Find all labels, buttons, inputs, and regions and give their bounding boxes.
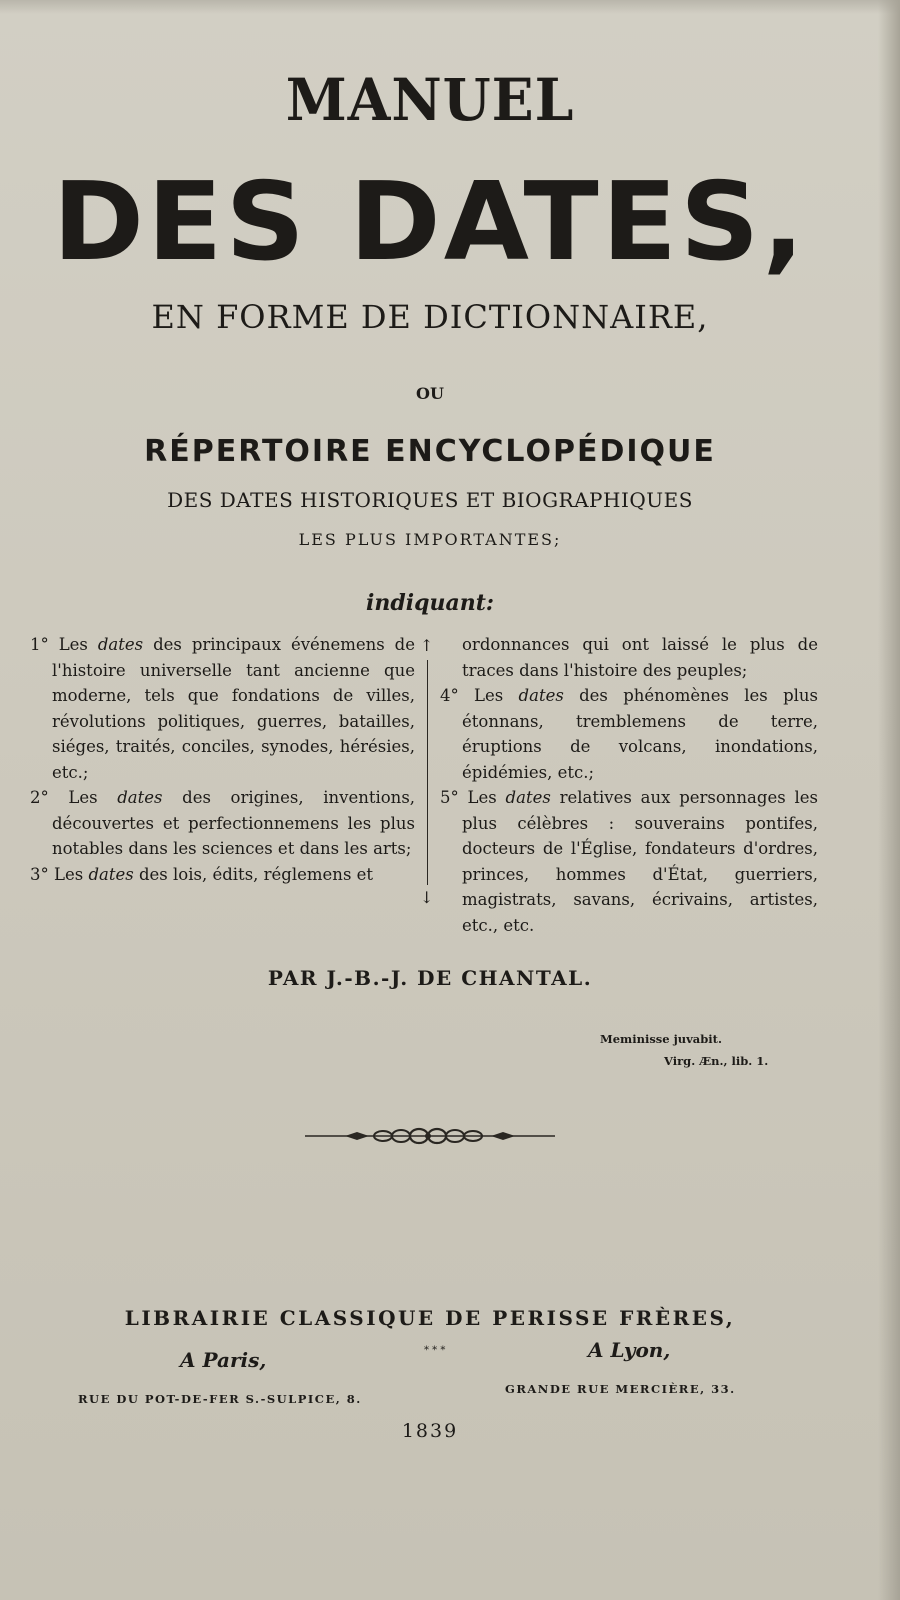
contents-right-column bbox=[440, 632, 818, 938]
title-des-dates: DES DATES, bbox=[52, 160, 808, 285]
author-line: PAR J.-B.-J. DE CHANTAL. bbox=[267, 966, 593, 990]
subtitle-ou: OU bbox=[416, 384, 444, 403]
contents-item-3: 3° Les dates des lois, édits, réglemens et bbox=[30, 864, 374, 884]
subtitle-plus-importantes: LES PLUS IMPORTANTES; bbox=[298, 530, 562, 549]
contents-item-4: 4° Les dates des phénomènes les plus étonnans, tremblemens de terre, éruptions de volcans, inondations, épidémies, etc.; bbox=[440, 686, 818, 782]
contents-item-3-continued: ordonnances qui ont laissé le plus de traces dans l'histoire des peuples; bbox=[462, 635, 818, 680]
epigraph-source: Virg. Æn., lib. 1. bbox=[664, 1054, 769, 1068]
page-top-edge bbox=[0, 0, 900, 14]
contents-left-column bbox=[30, 632, 415, 887]
publisher-name: LIBRAIRIE CLASSIQUE DE PERISSE FRÈRES, bbox=[124, 1306, 736, 1330]
title-manuel: MANUEL bbox=[285, 66, 575, 134]
arrow-down-icon: ↓ bbox=[420, 888, 434, 907]
publisher-address-paris: RUE DU POT-DE-FER S.-SULPICE, 8. bbox=[78, 1392, 362, 1406]
subtitle-dates-historiques: DES DATES HISTORIQUES ET BIOGRAPHIQUES bbox=[167, 488, 693, 512]
epigraph bbox=[600, 1028, 768, 1072]
subtitle-forme: EN FORME DE DICTIONNAIRE, bbox=[151, 298, 709, 336]
publisher-city-lyon: A Lyon, bbox=[588, 1338, 671, 1362]
scroll-ornament-icon bbox=[305, 1124, 555, 1148]
page-right-edge bbox=[878, 0, 900, 1600]
contents-item-2: 2° Les dates des origines, inventions, découvertes et perfectionnemens les plus notables dans les sciences et dans les arts; bbox=[30, 788, 416, 858]
arrow-up-icon: ↑ bbox=[420, 636, 434, 655]
epigraph-quote: Meminisse juvabit. bbox=[600, 1032, 722, 1046]
contents-item-5: 5° Les dates relatives aux personnages les plus célèbres : souverains pontifes, docteurs de l'Église, fondateurs d'ordres, princes, hommes d'État, guerriers, magistrats, savans, écrivains, artistes, etc., etc. bbox=[440, 788, 818, 935]
publisher-city-paris: A Paris, bbox=[180, 1348, 267, 1372]
indiquant-heading: indiquant: bbox=[365, 590, 494, 616]
contents-item-1: 1° Les dates des principaux événemens de l'histoire universelle tant ancienne que moderne, tels que fondations de villes, révolutions politiques, guerres, batailles, siéges, traités, conciles, synodes, hérésies, etc.; bbox=[30, 635, 415, 782]
subtitle-repertoire: RÉPERTOIRE ENCYCLOPÉDIQUE bbox=[144, 434, 716, 469]
publication-year: 1839 bbox=[401, 1420, 459, 1442]
publisher-address-lyon: GRANDE RUE MERCIÈRE, 33. bbox=[505, 1382, 736, 1396]
separator-stars: * * * bbox=[424, 1345, 446, 1356]
column-divider bbox=[427, 660, 428, 885]
